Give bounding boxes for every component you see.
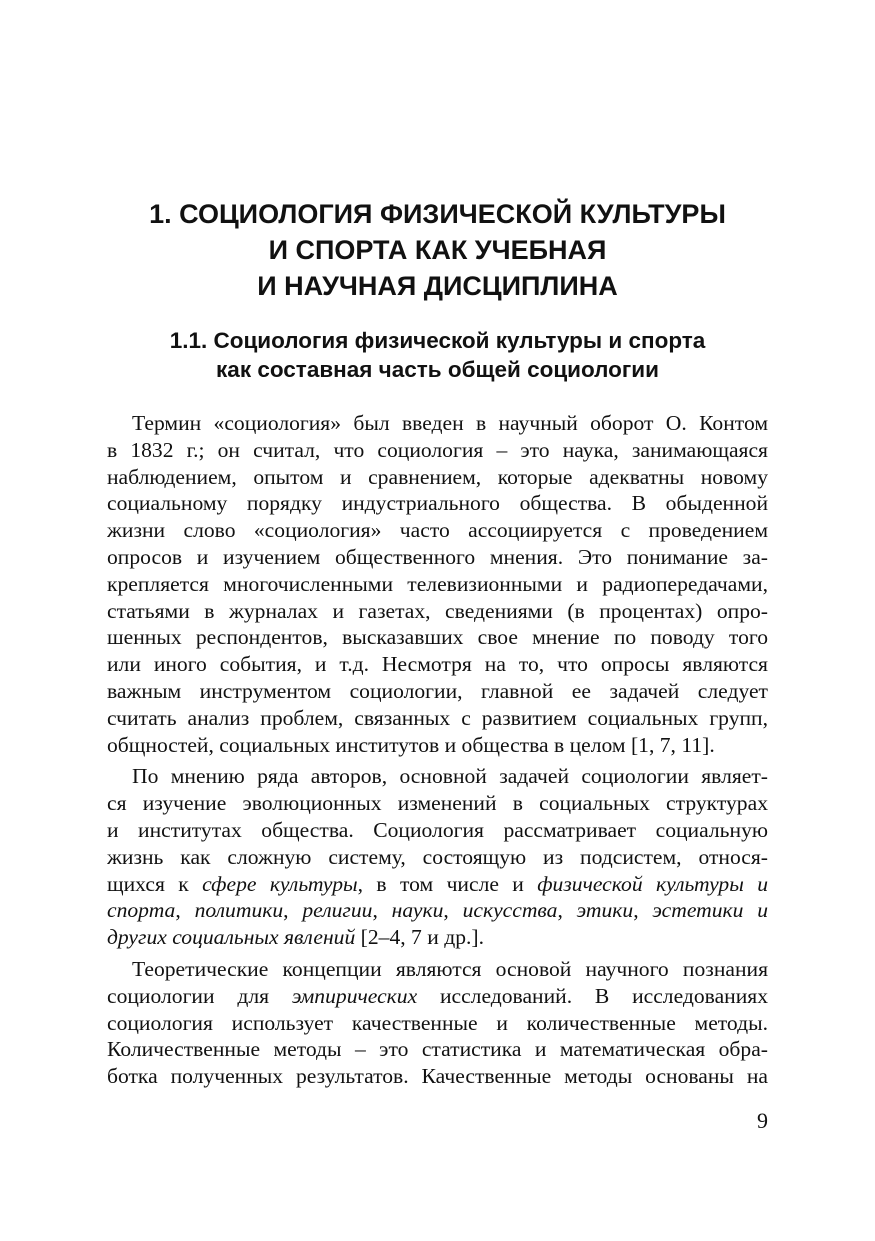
text-line <box>107 624 768 651</box>
text-segment: , <box>283 898 303 923</box>
text-segment: статьями в журналах и газетах, сведениями (в процентах) опро- <box>107 598 768 623</box>
italic-term: физической культуры и <box>537 871 768 896</box>
text-segment: ся изучение эволюционных изменений в социальных структурах <box>107 791 768 816</box>
text-segment: общностей, социальных институтов и общества в целом [1, 7, 11]. <box>107 732 715 757</box>
body-text <box>107 410 768 1090</box>
text-line <box>107 844 768 871</box>
text-segment: и институтах общества. Социология рассматривает социальную <box>107 817 768 842</box>
text-line <box>107 790 768 817</box>
text-line <box>107 517 768 544</box>
text-segment: , <box>443 898 463 923</box>
text-line <box>107 1036 768 1063</box>
text-segment: Термин «социология» был введен в научный оборот О. Контом <box>132 411 768 435</box>
italic-term: эмпирических <box>291 983 418 1008</box>
text-line <box>107 732 768 759</box>
text-segment: социологии для <box>107 983 292 1008</box>
text-segment: , в том числе и <box>357 871 538 896</box>
text-segment: или иного события, и т.д. Несмотря на то, что опросы являются <box>107 652 768 677</box>
text-line <box>107 924 768 951</box>
section-title-line: как составная часть общей социологии <box>216 357 659 382</box>
text-segment: социальному порядку индустриального общества. В обыденной <box>107 491 768 516</box>
text-segment: жизнь как сложную систему, состоящую из подсистем, относя- <box>107 844 768 869</box>
text-segment: ботка полученных результатов. Качественные методы основаны на <box>107 1064 768 1089</box>
chapter-title-line: И СПОРТА КАК УЧЕБНАЯ <box>268 235 607 265</box>
italic-term: политики <box>194 898 284 923</box>
paragraph <box>107 410 768 758</box>
text-line <box>107 544 768 571</box>
text-segment: опросов и изучением общественного мнения. Это понимание за- <box>107 544 768 569</box>
text-segment: исследований. В исследованиях <box>417 983 768 1008</box>
text-line <box>107 983 768 1010</box>
text-segment: , <box>557 898 577 923</box>
italic-term: сфере культуры <box>202 871 358 896</box>
text-line <box>107 490 768 517</box>
chapter-title-line: И НАУЧНАЯ ДИСЦИПЛИНА <box>257 271 618 301</box>
italic-term: этики <box>576 898 634 923</box>
italic-term: религии <box>302 898 373 923</box>
text-line <box>107 763 768 790</box>
paragraph <box>107 763 768 951</box>
text-line <box>107 410 768 437</box>
text-line <box>107 956 768 983</box>
text-segment: , <box>372 898 392 923</box>
section-title <box>0 326 875 384</box>
text-segment: в 1832 г.; он считал, что социология – это наука, занимающаяся <box>107 437 768 462</box>
chapter-title <box>0 196 875 304</box>
text-line <box>107 1063 768 1090</box>
text-segment: считать анализ проблем, связанных с развитием социальных групп, <box>107 705 768 730</box>
text-segment: шенных респондентов, высказавших свое мнение по поводу того <box>107 625 768 650</box>
text-line <box>107 571 768 598</box>
text-line <box>107 817 768 844</box>
text-segment: , <box>633 898 653 923</box>
text-line <box>107 897 768 924</box>
text-segment: щихся к <box>107 871 203 896</box>
text-segment: По мнению ряда авторов, основной задачей социологии являет- <box>132 764 768 789</box>
italic-term: искусства <box>462 898 558 923</box>
text-line <box>107 651 768 678</box>
text-segment: Количественные методы – это статистика и математическая обра- <box>107 1037 768 1062</box>
text-segment: социология использует качественные и количественные методы. <box>107 1010 768 1035</box>
text-line <box>107 437 768 464</box>
italic-term: науки <box>391 898 444 923</box>
text-line <box>107 871 768 898</box>
page-number: 9 <box>757 1108 768 1133</box>
text-line <box>107 705 768 732</box>
paragraph <box>107 956 768 1090</box>
text-line <box>107 598 768 625</box>
section-title-line: 1.1. Социология физической культуры и спорта <box>169 328 706 353</box>
text-segment: наблюдением, опытом и сравнением, которые адекватны новому <box>107 464 768 489</box>
text-segment: [2–4, 7 и др.]. <box>355 925 484 950</box>
text-segment: важным инструментом социологии, главной ее задачей следует <box>107 678 768 703</box>
text-segment: крепляется многочисленными телевизионными и радиопередачами, <box>107 571 768 596</box>
text-line <box>107 1010 768 1037</box>
text-line <box>107 464 768 491</box>
italic-term: других социальных явлений <box>107 925 356 950</box>
text-segment: , <box>175 898 195 923</box>
italic-term: эстетики и <box>652 898 768 923</box>
text-segment: жизни слово «социология» часто ассоциируется с проведением <box>107 518 768 543</box>
text-segment: Теоретические концепции являются основой научного познания <box>132 956 768 981</box>
text-line <box>107 678 768 705</box>
chapter-title-line: 1. СОЦИОЛОГИЯ ФИЗИЧЕСКОЙ КУЛЬТУРЫ <box>149 199 726 229</box>
italic-term: спорта <box>107 898 176 923</box>
